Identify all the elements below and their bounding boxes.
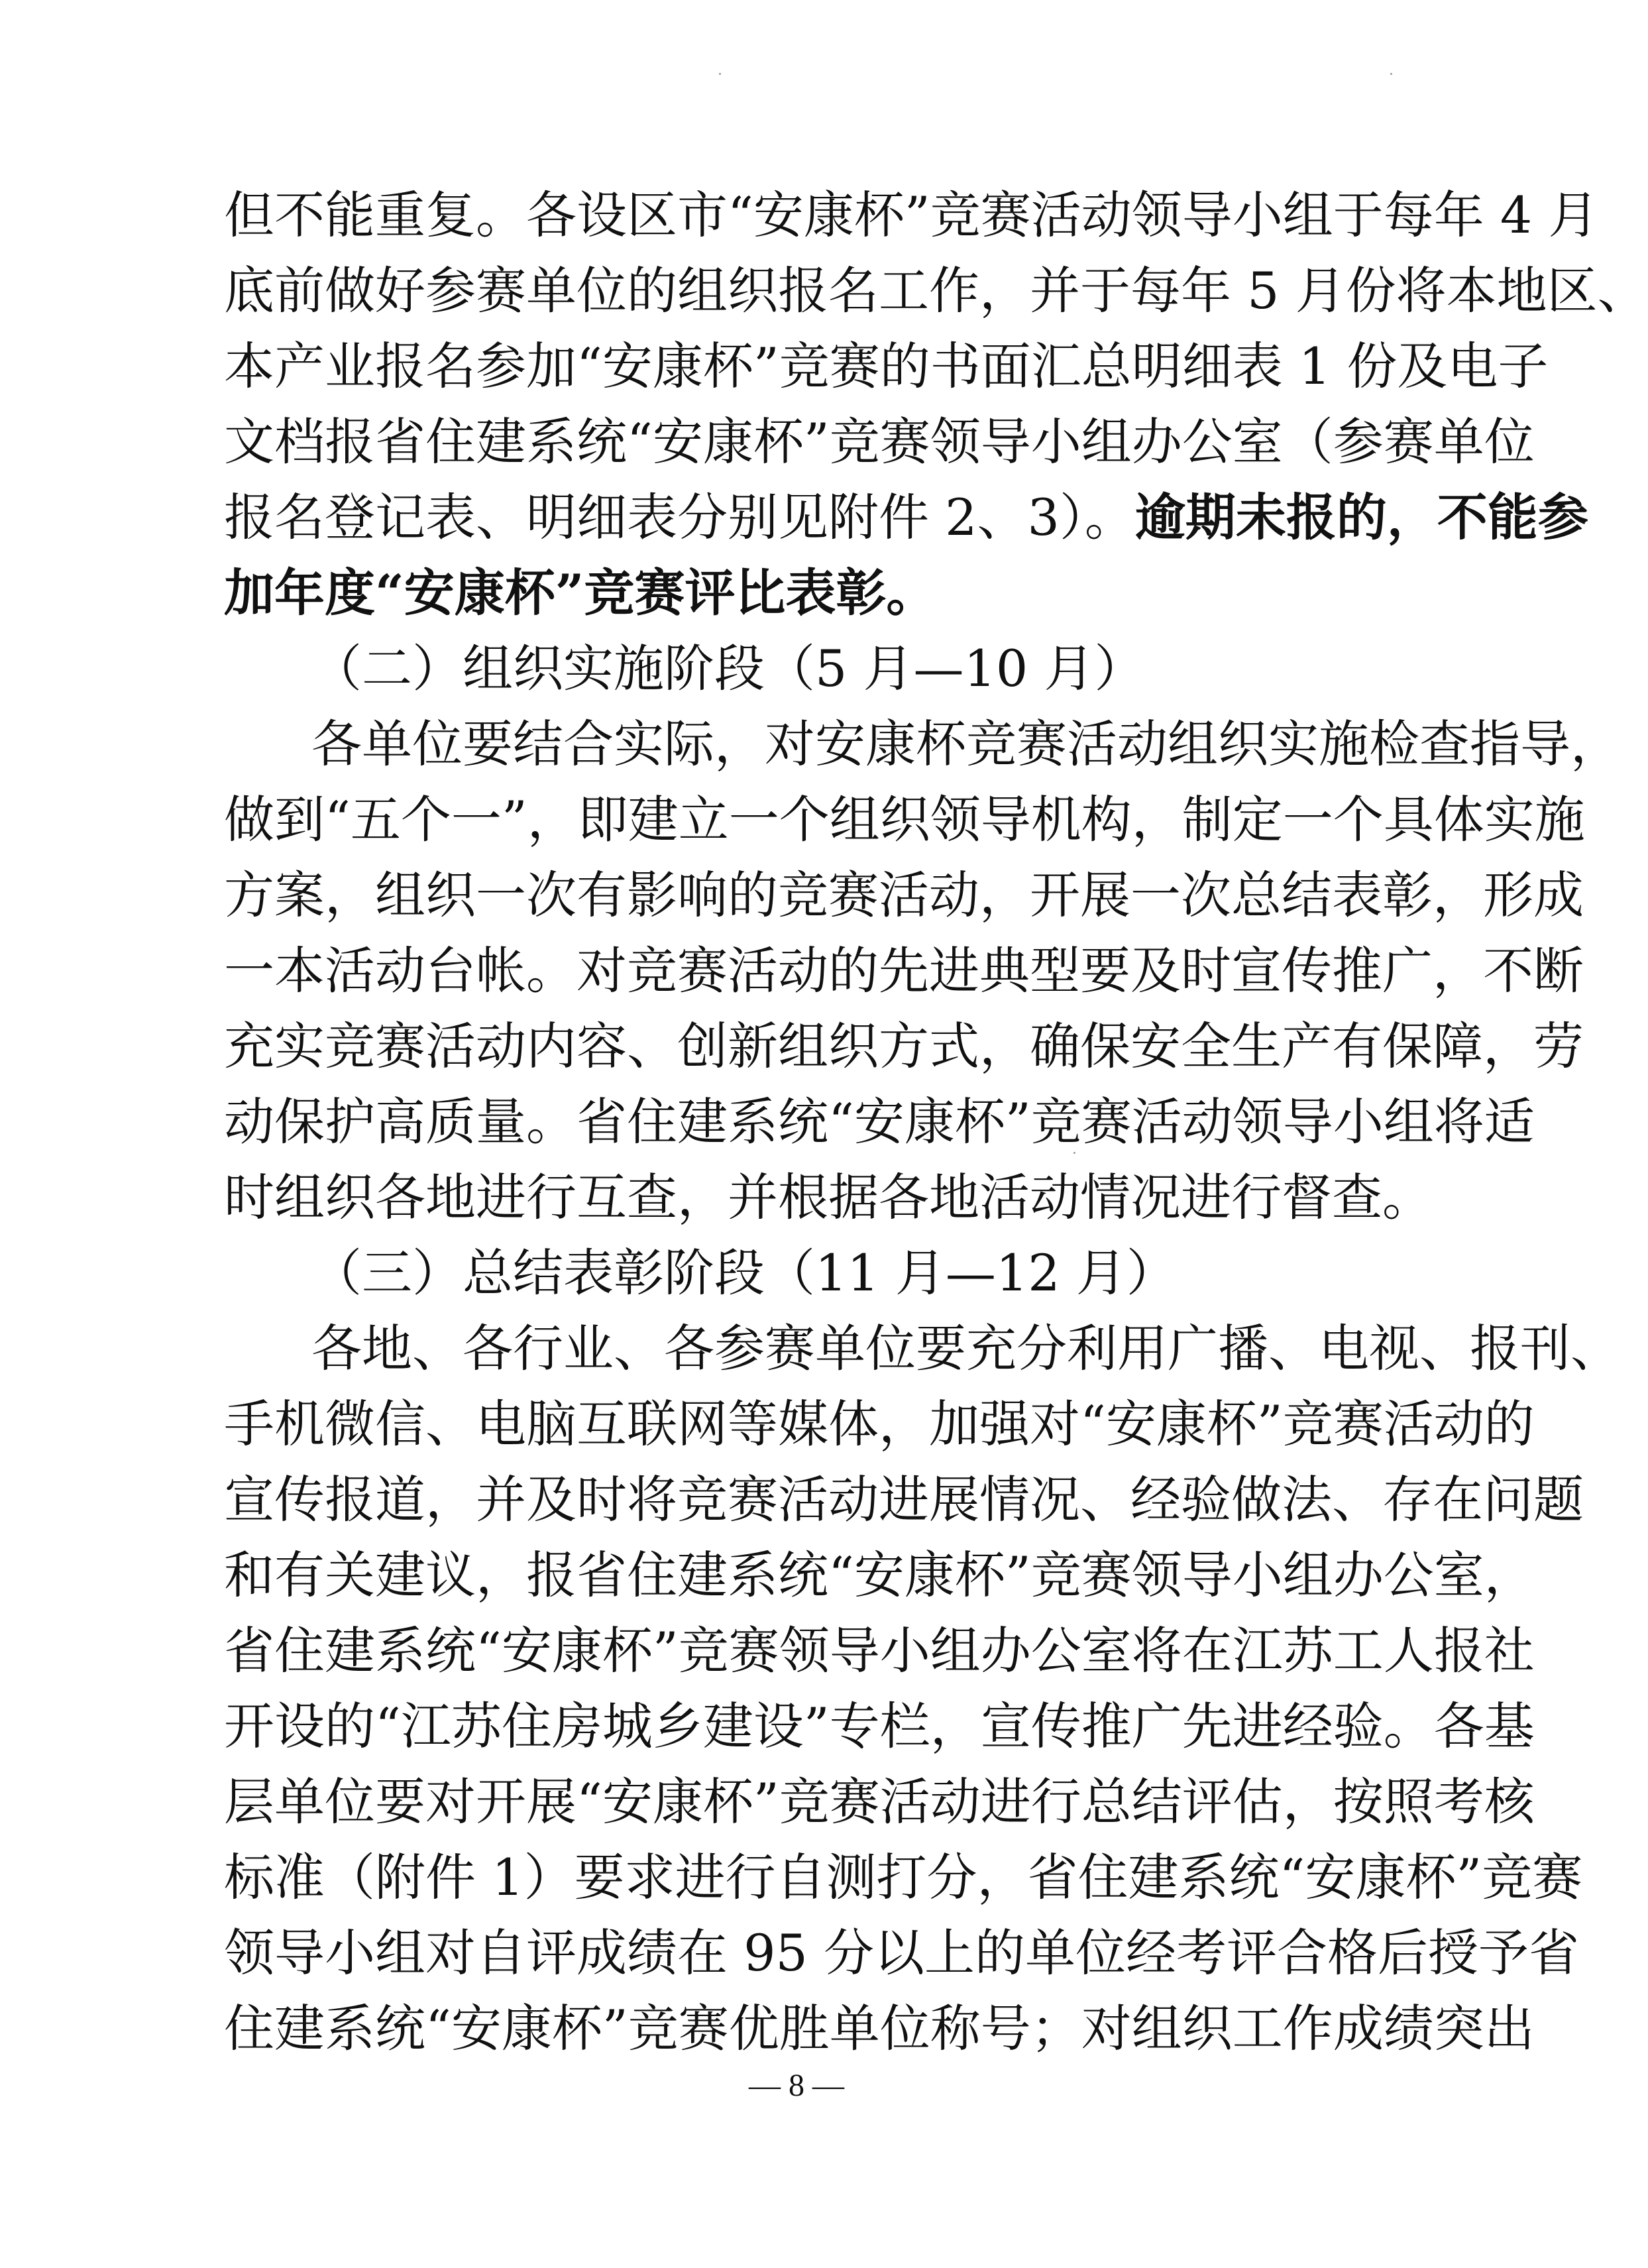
paragraph-line: 手机微信、电脑互联网等媒体，加强对“安康杯”竞赛活动的 — [224, 1394, 1535, 1453]
section-heading: （二）组织实施阶段（5 月—10 月） — [311, 639, 1145, 698]
line-text: 报名登记表、明细表分别见附件 2、3）。 — [224, 488, 1135, 547]
page-number: — 8 — — [749, 2068, 844, 2103]
scan-speck — [1073, 1152, 1075, 1154]
scan-speck — [719, 73, 721, 75]
paragraph-line: 住建系统“安康杯”竞赛优胜单位称号；对组织工作成绩突出 — [224, 1999, 1535, 2058]
paragraph-line: 但不能重复。各设区市“安康杯”竞赛活动领导小组于每年 4 月 — [224, 186, 1599, 245]
paragraph-line: 充实竞赛活动内容、创新组织方式，确保安全生产有保障，劳 — [224, 1017, 1584, 1076]
paragraph-line: 本产业报名参加“安康杯”竞赛的书面汇总明细表 1 份及电子 — [224, 337, 1549, 396]
paragraph-line: 动保护高质量。省住建系统“安康杯”竞赛活动领导小组将适 — [224, 1092, 1535, 1151]
section-heading: （三）总结表彰阶段（11 月—12 月） — [311, 1243, 1177, 1302]
paragraph-line: 领导小组对自评成绩在 95 分以上的单位经考评合格后授予省 — [224, 1923, 1580, 1982]
paragraph-line: 时组织各地进行互查，并根据各地活动情况进行督查。 — [224, 1168, 1433, 1227]
emphasis-text: 逾期未报的，不能参 — [1134, 488, 1588, 547]
paragraph-line: 一本活动台帐。对竞赛活动的先进典型要及时宣传推广，不断 — [224, 941, 1584, 1000]
paragraph-line — [224, 481, 1588, 554]
paragraph-line: 层单位要对开展“安康杯”竞赛活动进行总结评估，按照考核 — [224, 1772, 1535, 1831]
scan-speck — [1390, 73, 1392, 75]
paragraph-line: 省住建系统“安康杯”竞赛领导小组办公室将在江苏工人报社 — [224, 1621, 1535, 1680]
paragraph-line: 标准（附件 1）要求进行自测打分，省住建系统“安康杯”竞赛 — [224, 1848, 1583, 1907]
paragraph-line: 做到“五个一”，即建立一个组织领导机构，制定一个具体实施 — [224, 790, 1585, 849]
paragraph-line: 各地、各行业、各参赛单位要充分利用广播、电视、报刊、 — [311, 1319, 1621, 1378]
paragraph-line: 底前做好参赛单位的组织报名工作，并于每年 5 月份将本地区、 — [224, 261, 1648, 320]
paragraph-line: 方案，组织一次有影响的竞赛活动，开展一次总结表彰，形成 — [224, 866, 1584, 925]
paragraph-line: 文档报省住建系统“安康杯”竞赛领导小组办公室（参赛单位 — [224, 412, 1535, 471]
emphasis-line: 加年度“安康杯”竞赛评比表彰。 — [224, 563, 937, 622]
paragraph-line: 宣传报道，并及时将竞赛活动进展情况、经验做法、存在问题 — [224, 1470, 1584, 1529]
paragraph-line: 各单位要结合实际，对安康杯竞赛活动组织实施检查指导， — [311, 714, 1621, 773]
paragraph-line: 开设的“江苏住房城乡建设”专栏，宣传推广先进经验。各基 — [224, 1697, 1535, 1756]
paragraph-line: 和有关建议，报省住建系统“安康杯”竞赛领导小组办公室， — [224, 1546, 1535, 1605]
